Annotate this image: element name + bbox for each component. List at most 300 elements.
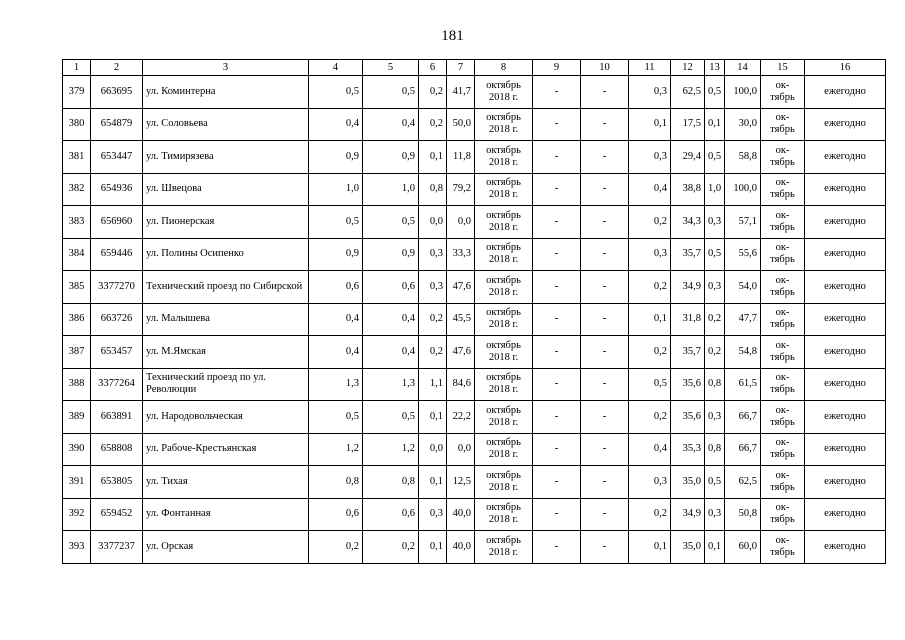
cell-col7: 40,0: [447, 498, 475, 531]
cell-month-line: тябрь: [770, 514, 795, 526]
cell-period-line: 2018 г.: [488, 156, 519, 168]
cell-period-line: октябрь: [486, 209, 521, 221]
column-header: 3: [143, 60, 309, 76]
cell-col7: 47,6: [447, 271, 475, 304]
cell-frequency: ежегодно: [805, 303, 886, 336]
cell-col7: 79,2: [447, 173, 475, 206]
cell-period-line: октябрь: [486, 79, 521, 91]
cell-col5: 0,6: [363, 498, 419, 531]
cell-month-line: ок-: [775, 339, 790, 351]
cell-col5: 1,0: [363, 173, 419, 206]
cell-period: [475, 498, 533, 531]
street-name: ул. Фонтанная: [143, 498, 309, 531]
cell-col13: 0,1: [705, 108, 725, 141]
cell-col6: 0,3: [419, 238, 447, 271]
street-name: ул. Тихая: [143, 466, 309, 499]
cell-col4: 0,5: [309, 76, 363, 109]
cell-col13: 0,3: [705, 401, 725, 434]
cell-month: [761, 401, 805, 434]
object-code: 658808: [91, 433, 143, 466]
cell-col13: 0,3: [705, 271, 725, 304]
cell-month: [761, 271, 805, 304]
cell-col5: 0,5: [363, 76, 419, 109]
cell-col13: 0,5: [705, 76, 725, 109]
table-row: [63, 76, 886, 109]
column-header: 5: [363, 60, 419, 76]
cell-col14: 66,7: [725, 433, 761, 466]
cell-col11: 0,2: [629, 336, 671, 369]
cell-col9: -: [533, 238, 581, 271]
cell-period-line: 2018 г.: [488, 449, 519, 461]
cell-period: [475, 336, 533, 369]
table-row: [63, 401, 886, 434]
cell-col4: 0,2: [309, 531, 363, 564]
table-row: [63, 108, 886, 141]
column-header: 13: [705, 60, 725, 76]
cell-col7: 33,3: [447, 238, 475, 271]
cell-col11: 0,3: [629, 141, 671, 174]
cell-col5: 0,8: [363, 466, 419, 499]
cell-period: [475, 141, 533, 174]
cell-col4: 0,4: [309, 303, 363, 336]
cell-period: [475, 401, 533, 434]
column-header: 11: [629, 60, 671, 76]
cell-frequency: ежегодно: [805, 141, 886, 174]
table-row: [63, 238, 886, 271]
cell-col11: 0,1: [629, 108, 671, 141]
cell-period-line: 2018 г.: [488, 91, 519, 103]
cell-col14: 50,8: [725, 498, 761, 531]
cell-col5: 0,2: [363, 531, 419, 564]
cell-month-line: тябрь: [770, 221, 795, 233]
cell-col9: -: [533, 206, 581, 239]
street-name: ул. Пионерская: [143, 206, 309, 239]
cell-frequency: ежегодно: [805, 336, 886, 369]
cell-col4: 1,2: [309, 433, 363, 466]
cell-col6: 0,1: [419, 141, 447, 174]
street-name: ул. Швецова: [143, 173, 309, 206]
object-code: 653805: [91, 466, 143, 499]
cell-frequency: ежегодно: [805, 206, 886, 239]
cell-col10: -: [581, 401, 629, 434]
column-header: 15: [761, 60, 805, 76]
cell-col13: 0,8: [705, 433, 725, 466]
cell-month-line: ок-: [775, 534, 790, 546]
cell-col5: 0,4: [363, 336, 419, 369]
row-number: 390: [63, 433, 91, 466]
cell-col10: -: [581, 531, 629, 564]
row-number: 380: [63, 108, 91, 141]
cell-period-line: октябрь: [486, 144, 521, 156]
cell-period-line: октябрь: [486, 242, 521, 254]
cell-col5: 0,6: [363, 271, 419, 304]
cell-period: [475, 76, 533, 109]
cell-col14: 55,6: [725, 238, 761, 271]
table-row: [63, 466, 886, 499]
cell-col12: 35,3: [671, 433, 705, 466]
cell-month-line: тябрь: [770, 449, 795, 461]
cell-col6: 0,8: [419, 173, 447, 206]
cell-col12: 35,6: [671, 368, 705, 401]
street-name: ул. Полины Осипенко: [143, 238, 309, 271]
cell-month-line: тябрь: [770, 156, 795, 168]
cell-col11: 0,4: [629, 173, 671, 206]
cell-col11: 0,5: [629, 368, 671, 401]
cell-month-line: тябрь: [770, 319, 795, 331]
cell-period-line: 2018 г.: [488, 221, 519, 233]
cell-col4: 0,4: [309, 108, 363, 141]
cell-month-line: ок-: [775, 274, 790, 286]
cell-col13: 0,5: [705, 466, 725, 499]
cell-period-line: октябрь: [486, 502, 521, 514]
row-number: 384: [63, 238, 91, 271]
row-number: 383: [63, 206, 91, 239]
street-name: ул. Рабоче-Крестьянская: [143, 433, 309, 466]
cell-col9: -: [533, 401, 581, 434]
cell-month-line: ок-: [775, 79, 790, 91]
row-number: 392: [63, 498, 91, 531]
cell-month: [761, 76, 805, 109]
cell-col4: 1,0: [309, 173, 363, 206]
cell-period: [475, 206, 533, 239]
cell-frequency: ежегодно: [805, 433, 886, 466]
cell-month: [761, 531, 805, 564]
cell-period-line: 2018 г.: [488, 124, 519, 136]
cell-frequency: ежегодно: [805, 466, 886, 499]
cell-col14: 54,0: [725, 271, 761, 304]
cell-col7: 12,5: [447, 466, 475, 499]
cell-col4: 0,6: [309, 271, 363, 304]
cell-col14: 66,7: [725, 401, 761, 434]
cell-col4: 0,8: [309, 466, 363, 499]
cell-period: [475, 531, 533, 564]
cell-col11: 0,2: [629, 498, 671, 531]
cell-col9: -: [533, 141, 581, 174]
row-number: 388: [63, 368, 91, 401]
table-row: [63, 271, 886, 304]
cell-period-line: 2018 г.: [488, 319, 519, 331]
cell-col14: 60,0: [725, 531, 761, 564]
cell-col7: 11,8: [447, 141, 475, 174]
cell-period-line: октябрь: [486, 307, 521, 319]
cell-col6: 0,0: [419, 433, 447, 466]
cell-col7: 47,6: [447, 336, 475, 369]
cell-col12: 35,7: [671, 336, 705, 369]
object-code: 3377270: [91, 271, 143, 304]
street-name: ул. Соловьева: [143, 108, 309, 141]
cell-month-line: тябрь: [770, 189, 795, 201]
cell-col13: 0,2: [705, 336, 725, 369]
object-code: 654936: [91, 173, 143, 206]
street-name: Технический проезд по ул. Революции: [143, 368, 309, 401]
cell-period-line: октябрь: [486, 372, 521, 384]
cell-col14: 61,5: [725, 368, 761, 401]
street-name: ул. М.Ямская: [143, 336, 309, 369]
column-header: 8: [475, 60, 533, 76]
cell-col13: 0,1: [705, 531, 725, 564]
cell-col12: 34,9: [671, 271, 705, 304]
row-number: 385: [63, 271, 91, 304]
cell-month-line: тябрь: [770, 286, 795, 298]
cell-col14: 57,1: [725, 206, 761, 239]
cell-col12: 31,8: [671, 303, 705, 336]
cell-col11: 0,3: [629, 238, 671, 271]
cell-col11: 0,2: [629, 271, 671, 304]
cell-col9: -: [533, 76, 581, 109]
cell-col9: -: [533, 433, 581, 466]
street-name: ул. Коминтерна: [143, 76, 309, 109]
cell-col9: -: [533, 173, 581, 206]
cell-month: [761, 498, 805, 531]
cell-col7: 45,5: [447, 303, 475, 336]
street-name: ул. Орская: [143, 531, 309, 564]
page-number: 181: [441, 28, 464, 44]
cell-col7: 84,6: [447, 368, 475, 401]
cell-frequency: ежегодно: [805, 368, 886, 401]
cell-col11: 0,1: [629, 531, 671, 564]
cell-col12: 34,3: [671, 206, 705, 239]
cell-month-line: тябрь: [770, 481, 795, 493]
table-row: [63, 141, 886, 174]
cell-col11: 0,2: [629, 206, 671, 239]
cell-col14: 100,0: [725, 173, 761, 206]
cell-col12: 62,5: [671, 76, 705, 109]
cell-col11: 0,3: [629, 76, 671, 109]
cell-col10: -: [581, 368, 629, 401]
cell-col5: 0,9: [363, 238, 419, 271]
cell-col10: -: [581, 238, 629, 271]
cell-col4: 0,9: [309, 141, 363, 174]
object-code: 663695: [91, 76, 143, 109]
cell-month: [761, 433, 805, 466]
cell-col6: 0,3: [419, 498, 447, 531]
cell-period-line: октябрь: [486, 437, 521, 449]
cell-col11: 0,3: [629, 466, 671, 499]
cell-col5: 0,4: [363, 108, 419, 141]
cell-period-line: октябрь: [486, 339, 521, 351]
cell-col9: -: [533, 531, 581, 564]
cell-col11: 0,4: [629, 433, 671, 466]
cell-col14: 100,0: [725, 76, 761, 109]
cell-col12: 17,5: [671, 108, 705, 141]
cell-col6: 0,2: [419, 76, 447, 109]
table-row: [63, 173, 886, 206]
cell-col5: 0,4: [363, 303, 419, 336]
cell-col4: 0,5: [309, 206, 363, 239]
table-row: [63, 206, 886, 239]
cell-col9: -: [533, 336, 581, 369]
cell-col10: -: [581, 433, 629, 466]
object-code: 653457: [91, 336, 143, 369]
cell-col13: 0,3: [705, 498, 725, 531]
cell-col10: -: [581, 271, 629, 304]
row-number: 393: [63, 531, 91, 564]
cell-month-line: ок-: [775, 112, 790, 124]
cell-period-line: 2018 г.: [488, 514, 519, 526]
street-name: ул. Народовольческая: [143, 401, 309, 434]
row-number: 386: [63, 303, 91, 336]
cell-col7: 0,0: [447, 206, 475, 239]
table-row: [63, 498, 886, 531]
cell-month: [761, 173, 805, 206]
cell-col4: 1,3: [309, 368, 363, 401]
cell-col4: 0,4: [309, 336, 363, 369]
cell-frequency: ежегодно: [805, 271, 886, 304]
cell-col5: 0,5: [363, 401, 419, 434]
column-header: 12: [671, 60, 705, 76]
cell-col12: 35,0: [671, 466, 705, 499]
cell-month-line: ок-: [775, 209, 790, 221]
cell-month: [761, 108, 805, 141]
cell-period-line: октябрь: [486, 469, 521, 481]
cell-period-line: 2018 г.: [488, 351, 519, 363]
cell-period-line: 2018 г.: [488, 384, 519, 396]
cell-col11: 0,1: [629, 303, 671, 336]
cell-col12: 35,7: [671, 238, 705, 271]
cell-month-line: ок-: [775, 372, 790, 384]
table-row: [63, 336, 886, 369]
cell-col7: 0,0: [447, 433, 475, 466]
cell-month-line: ок-: [775, 177, 790, 189]
cell-month-line: тябрь: [770, 124, 795, 136]
cell-month-line: ок-: [775, 307, 790, 319]
cell-col6: 0,2: [419, 108, 447, 141]
cell-col7: 40,0: [447, 531, 475, 564]
object-code: 654879: [91, 108, 143, 141]
object-code: 3377264: [91, 368, 143, 401]
cell-month-line: тябрь: [770, 546, 795, 558]
cell-col13: 0,3: [705, 206, 725, 239]
cell-col5: 1,3: [363, 368, 419, 401]
column-header: 2: [91, 60, 143, 76]
row-number: 382: [63, 173, 91, 206]
cell-col12: 35,6: [671, 401, 705, 434]
column-header: 16: [805, 60, 886, 76]
cell-col6: 0,3: [419, 271, 447, 304]
object-code: 663891: [91, 401, 143, 434]
cell-col6: 0,2: [419, 336, 447, 369]
cell-period-line: 2018 г.: [488, 286, 519, 298]
cell-col14: 47,7: [725, 303, 761, 336]
cell-month-line: тябрь: [770, 384, 795, 396]
cell-col12: 29,4: [671, 141, 705, 174]
cell-month-line: ок-: [775, 502, 790, 514]
cell-col9: -: [533, 498, 581, 531]
cell-col10: -: [581, 303, 629, 336]
object-code: 656960: [91, 206, 143, 239]
cell-frequency: ежегодно: [805, 498, 886, 531]
cell-month: [761, 303, 805, 336]
cell-month: [761, 141, 805, 174]
cell-col9: -: [533, 368, 581, 401]
row-number: 391: [63, 466, 91, 499]
cell-col6: 1,1: [419, 368, 447, 401]
cell-col9: -: [533, 303, 581, 336]
cell-period: [475, 238, 533, 271]
cell-month-line: тябрь: [770, 91, 795, 103]
cell-col13: 1,0: [705, 173, 725, 206]
cell-period-line: октябрь: [486, 534, 521, 546]
object-code: 653447: [91, 141, 143, 174]
row-number: 381: [63, 141, 91, 174]
cell-col10: -: [581, 173, 629, 206]
street-name: ул. Тимирязева: [143, 141, 309, 174]
row-number: 379: [63, 76, 91, 109]
header-row: [63, 60, 886, 76]
table-row: [63, 303, 886, 336]
table-row: [63, 368, 886, 401]
cell-col6: 0,1: [419, 466, 447, 499]
cell-period: [475, 271, 533, 304]
cell-col9: -: [533, 466, 581, 499]
cell-col12: 38,8: [671, 173, 705, 206]
cell-col10: -: [581, 466, 629, 499]
cell-col4: 0,9: [309, 238, 363, 271]
cell-col7: 50,0: [447, 108, 475, 141]
cell-col13: 0,8: [705, 368, 725, 401]
cell-period: [475, 466, 533, 499]
cell-month: [761, 336, 805, 369]
cell-month: [761, 368, 805, 401]
cell-period: [475, 108, 533, 141]
cell-col10: -: [581, 498, 629, 531]
cell-month: [761, 466, 805, 499]
cell-frequency: ежегодно: [805, 401, 886, 434]
cell-period-line: октябрь: [486, 404, 521, 416]
cell-month-line: ок-: [775, 242, 790, 254]
cell-col4: 0,6: [309, 498, 363, 531]
cell-month-line: ок-: [775, 437, 790, 449]
column-header: 14: [725, 60, 761, 76]
cell-period-line: 2018 г.: [488, 189, 519, 201]
object-code: 659452: [91, 498, 143, 531]
column-header: 1: [63, 60, 91, 76]
column-header: 4: [309, 60, 363, 76]
cell-period-line: октябрь: [486, 177, 521, 189]
object-code: 663726: [91, 303, 143, 336]
cell-period-line: октябрь: [486, 112, 521, 124]
cell-col10: -: [581, 206, 629, 239]
cell-month-line: ок-: [775, 404, 790, 416]
cell-col13: 0,5: [705, 238, 725, 271]
column-header: 10: [581, 60, 629, 76]
cell-month: [761, 206, 805, 239]
cell-period: [475, 173, 533, 206]
cell-col11: 0,2: [629, 401, 671, 434]
cell-col7: 41,7: [447, 76, 475, 109]
cell-period-line: 2018 г.: [488, 481, 519, 493]
column-header: 9: [533, 60, 581, 76]
cell-col12: 34,9: [671, 498, 705, 531]
cell-col14: 58,8: [725, 141, 761, 174]
cell-col5: 0,9: [363, 141, 419, 174]
cell-period-line: 2018 г.: [488, 254, 519, 266]
table-row: [63, 531, 886, 564]
cell-col13: 0,5: [705, 141, 725, 174]
cell-col6: 0,2: [419, 303, 447, 336]
cell-col10: -: [581, 141, 629, 174]
column-header: 6: [419, 60, 447, 76]
cell-col6: 0,1: [419, 531, 447, 564]
cell-col14: 54,8: [725, 336, 761, 369]
cell-month: [761, 238, 805, 271]
data-table: [62, 59, 886, 564]
cell-period: [475, 303, 533, 336]
cell-period-line: октябрь: [486, 274, 521, 286]
row-number: 389: [63, 401, 91, 434]
table-row: [63, 433, 886, 466]
cell-col5: 0,5: [363, 206, 419, 239]
